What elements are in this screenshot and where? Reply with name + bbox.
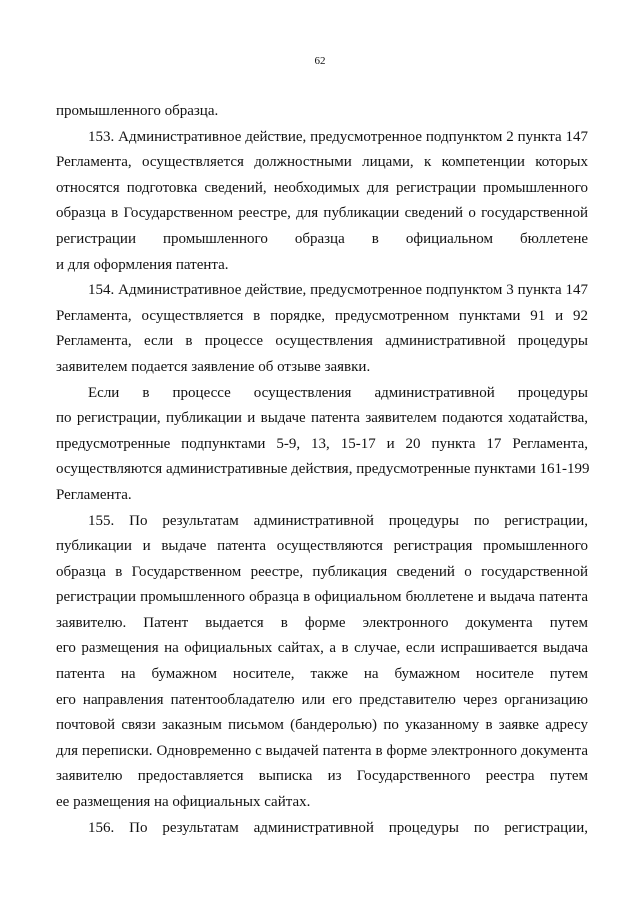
text-line: Если в процессе осуществления административной процедуры xyxy=(88,384,588,401)
text-line: предусмотренные подпунктами 5-9, 13, 15-17 и 20 пункта 17 Регламента, xyxy=(56,435,588,452)
text-line: Регламента, осуществляется должностными лицами, к компетенции которых xyxy=(56,154,588,171)
text-line: заявителю предоставляется выписка из Государственного реестра путем xyxy=(56,768,588,785)
text-line: патента на бумажном носителе, также на бумажном носителе путем xyxy=(56,666,588,683)
text-line: осуществляются административные действия, предусмотренные пунктами 161-199 xyxy=(56,461,590,478)
text-line: ее размещения на официальных сайтах. xyxy=(56,794,311,811)
text-line: регистрации промышленного образца в официальном бюллетене xyxy=(56,230,588,247)
text-line: 153. Административное действие, предусмотренное подпунктом 2 пункта 147 xyxy=(88,128,588,145)
text-line: 156. По результатам административной процедуры по регистрации, xyxy=(88,819,588,836)
page-number: 62 xyxy=(314,55,326,67)
text-line: образца в Государственном реестре, публикация сведений о государственной xyxy=(56,563,588,580)
text-line: почтовой связи заказным письмом (бандеролью) по указанному в заявке адресу xyxy=(56,717,588,734)
body-text xyxy=(56,99,588,841)
text-line: образца в Государственном реестре, для публикации сведений о государственной xyxy=(56,205,588,222)
text-line: Регламента. xyxy=(56,486,132,503)
text-line: 154. Административное действие, предусмотренное подпунктом 3 пункта 147 xyxy=(88,282,588,299)
text-line: заявителем подается заявление об отзыве заявки. xyxy=(56,358,371,375)
text-line: и для оформления патента. xyxy=(56,256,229,273)
text-line: по регистрации, публикации и выдаче патента заявителем подаются ходатайства, xyxy=(56,410,588,427)
text-line: заявителю. Патент выдается в форме электронного документа путем xyxy=(56,614,588,631)
text-line: 155. По результатам административной процедуры по регистрации, xyxy=(88,512,588,529)
text-line: регистрации промышленного образца в официальном бюллетене и выдача патента xyxy=(56,589,588,606)
text-line: относятся подготовка сведений, необходимых для регистрации промышленного xyxy=(56,179,588,196)
text-line: Регламента, осуществляется в порядке, предусмотренном пунктами 91 и 92 xyxy=(56,307,588,324)
text-line: промышленного образца. xyxy=(56,103,219,119)
text-line: для переписки. Одновременно с выдачей патента в форме электронного документа xyxy=(56,742,588,759)
text-line: его направления патентообладателю или его представителю через организацию xyxy=(56,691,588,708)
text-line: его размещения на официальных сайтах, а в случае, если испрашивается выдача xyxy=(56,640,588,657)
text-line: публикации и выдаче патента осуществляются регистрация промышленного xyxy=(56,538,588,555)
text-line: Регламента, если в процессе осуществления административной процедуры xyxy=(56,333,588,350)
